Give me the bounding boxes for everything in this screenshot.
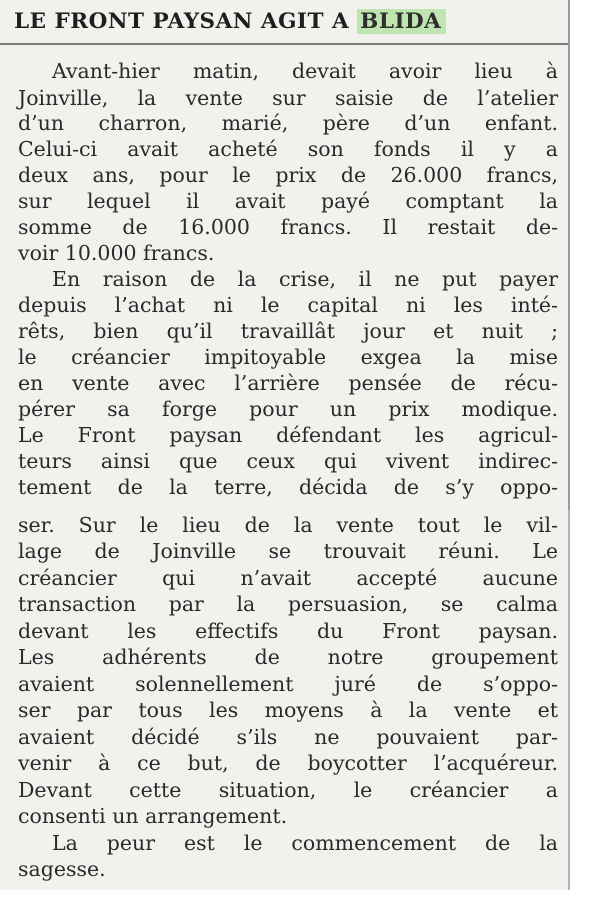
text-line: tement de la terre, décida de s’y oppo- xyxy=(18,475,558,499)
text-line: ser. Sur le lieu de la vente tout le vil- xyxy=(18,513,558,537)
text-line: en vente avec l’arrière pensée de récu- xyxy=(18,371,558,395)
text-line: créancier qui n’avait accepté aucune xyxy=(18,566,558,590)
text-line: deux ans, pour le prix de 26.000 francs, xyxy=(18,163,558,187)
text-line: avaient décidé s’ils ne pouvaient par- xyxy=(18,725,558,749)
text-line: avaient solennellement juré de s’oppo- xyxy=(18,672,558,696)
text-line: sagesse. xyxy=(18,857,106,881)
text-line: transaction par la persuasion, se calma xyxy=(18,592,558,616)
text-line: devant les effectifs du Front paysan. xyxy=(18,619,558,643)
headline-highlighted-word: BLIDA xyxy=(357,9,446,34)
text-line: La peur est le commencement de la xyxy=(52,831,558,855)
text-line: le créancier impitoyable exgea la mise xyxy=(18,345,558,369)
text-line: d’un charron, marié, père d’un enfant. xyxy=(18,111,558,135)
text-line: Devant cette situation, le créancier a xyxy=(18,778,558,802)
article-clipping-bottom xyxy=(0,510,570,890)
text-line: Le Front paysan défendant les agricul- xyxy=(18,423,558,447)
text-line: En raison de la crise, il ne put payer xyxy=(52,267,558,291)
text-line: lage de Joinville se trouvait réuni. Le xyxy=(18,539,558,563)
text-line: venir à ce but, de boycotter l’acquéreur. xyxy=(18,751,558,775)
headline-rule xyxy=(0,43,568,45)
text-line: voir 10.000 francs. xyxy=(18,241,215,265)
text-line: Avant-hier matin, devait avoir lieu à xyxy=(52,59,558,83)
text-line: ser par tous les moyens à la vente et xyxy=(18,698,558,722)
article-headline xyxy=(14,9,446,34)
text-line: rêts, bien qu’il travaillât jour et nuit ; xyxy=(18,319,558,343)
text-line: consenti un arrangement. xyxy=(18,804,288,828)
text-line: Les adhérents de notre groupement xyxy=(18,645,558,669)
text-line: sur lequel il avait payé comptant la xyxy=(18,189,558,213)
headline-text: LE FRONT PAYSAN AGIT A xyxy=(14,9,350,34)
text-line: depuis l’achat ni le capital ni les inté- xyxy=(18,293,558,317)
text-line: Joinville, la vente sur saisie de l’atelier xyxy=(18,86,558,110)
text-line: teurs ainsi que ceux qui vivent indirec- xyxy=(18,449,558,473)
text-line: pérer sa forge pour un prix modique. xyxy=(18,397,558,421)
text-line: somme de 16.000 francs. Il restait de- xyxy=(18,215,558,239)
text-line: Celui-ci avait acheté son fonds il y a xyxy=(18,137,558,161)
